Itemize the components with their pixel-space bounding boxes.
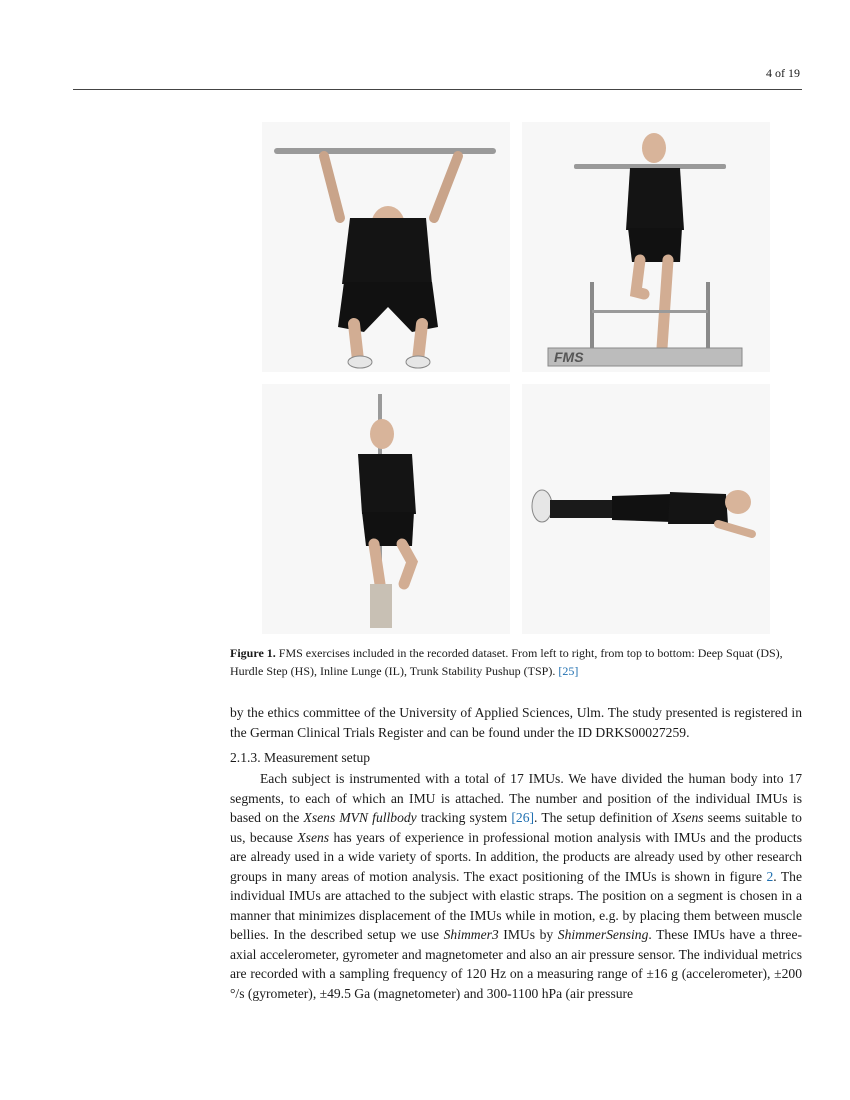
text-span: seems suitable to us, because [230,810,802,845]
text-span: IMUs by [498,927,558,942]
ethics-paragraph: by the ethics committee of the University of Applied Sciences, Ulm. The study presented is registered in the German Clinical Trials Register and can be found under the ID DRKS00027259. [230,705,802,740]
inline-lunge-illustration [262,384,510,634]
hurdle-step-illustration [522,122,770,372]
text-span: . The individual IMUs are attached to the subject with elastic straps. The position on a segment is chosen in a manner that minimizes displacement of the IMUs while in motion, e.g. by placing them between muscle bellies. In the described setup we use [230,868,802,942]
page-number: 4 of 19 [766,66,800,80]
text-span: tracking system [416,810,512,825]
text-span: . These IMUs have a three-axial accelerometer, gyrometer and magnetometer and also an air pressure sensor. The individual metrics are recorded with a sampling frequency of 120 Hz on a measuring range of ±16 g (accelerometer), ±200 °/s (gyrometer), ±49.5 Ga (magnetometer) and 300-1100 hPa (air pressure [230,927,802,1001]
figure-caption [230,644,802,680]
deep-squat-illustration [262,122,510,372]
section-heading: 2.1.3. Measurement setup [230,750,371,765]
italic-term: Xsens [297,829,330,845]
figure-1 [262,122,771,632]
deep-squat-photo [262,122,510,372]
hurdle-step-photo [522,122,770,372]
italic-term: ShimmerSensing [557,927,649,942]
citation-link-26[interactable]: [26] [511,810,535,825]
trunk-stability-pushup-illustration [522,384,770,634]
inline-lunge-photo [262,384,510,634]
figure-2-link[interactable]: 2 [766,868,774,884]
text-span: . The setup definition of [534,810,672,825]
measurement-setup-paragraph [230,769,802,1003]
italic-term: Xsens MVN fullbody [303,810,417,825]
caption-label: Figure 1. [230,646,276,660]
caption-text: FMS exercises included in the recorded dataset. From left to right, from top to bottom: Deep Squat (DS), Hurdle Step (HS), Inline Lunge (IL), Trunk Stability Pushup (TSP). [230,646,783,678]
text-span: Each subject is instrumented with a total of 17 IMUs. We have divided the human body into 17 segments, to each of which an IMU is attached. The number and position of the individual IMUs is based on the [230,771,802,825]
citation-link-25[interactable]: [25] [558,664,579,678]
trunk-stability-pushup-photo [522,384,770,634]
text-span: has years of experience in professional motion analysis with IMUs and the products are already used in a wide variety of sports. In addition, the products are already used by other research groups in many areas of motion analysis. The exact positioning of the IMUs is shown in figure [230,829,802,884]
fms-logo: FMS [554,349,584,365]
italic-term: Xsens [671,810,704,825]
italic-term: Shimmer3 [443,927,499,942]
header-rule [73,89,802,90]
